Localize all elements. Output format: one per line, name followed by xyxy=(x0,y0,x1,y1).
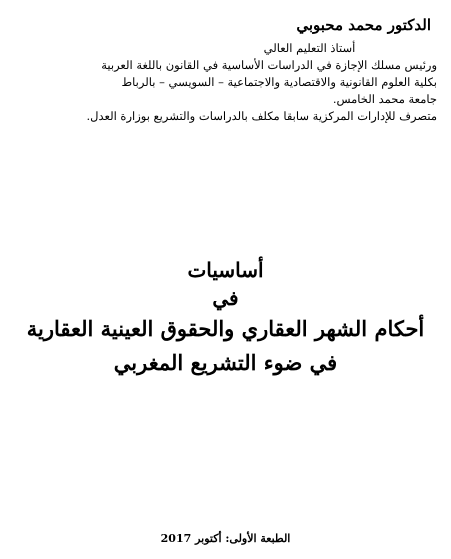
edition-info: الطبعة الأولى: أكتوبر 2017 xyxy=(160,532,291,545)
title-line-4: في ضوء التشريع المغربي xyxy=(113,350,338,375)
author-position: ورئيس مسلك الإجازة في الدراسات الأساسية في القانون باللغة العربية xyxy=(101,58,437,72)
title-line-3: أحكام الشهر العقاري والحقوق العينية العقارية xyxy=(26,316,425,341)
title-line-1: أساسيات xyxy=(187,258,264,282)
author-former-role: متصرف للإدارات المركزية سابقا مكلف بالدراسات والتشريع بوزارة العدل. xyxy=(86,109,437,123)
author-title: أستاذ التعليم العالي xyxy=(263,41,356,55)
author-faculty: بكلية العلوم القانونية والاقتصادية والاجتماعية – السويسي – بالرباط xyxy=(121,75,437,89)
author-block xyxy=(12,14,437,125)
author-name: الدكتور محمد محبوبي xyxy=(296,16,431,34)
author-university: جامعة محمد الخامس. xyxy=(332,92,437,106)
title-line-2: في xyxy=(212,286,239,310)
book-title xyxy=(0,256,451,380)
